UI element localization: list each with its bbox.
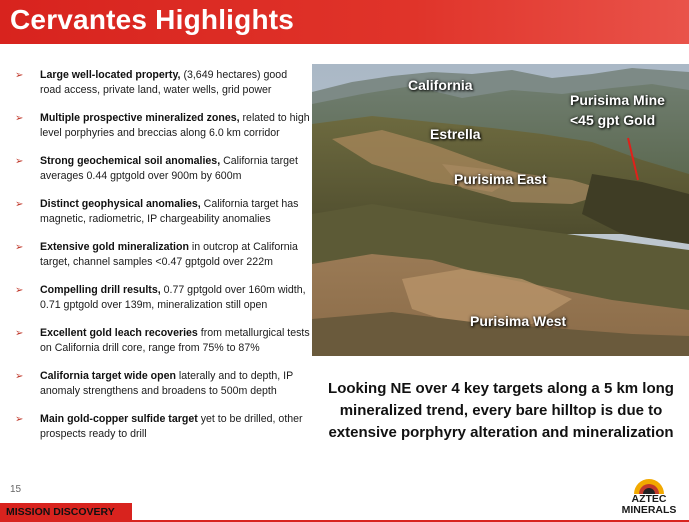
label-purisima-east: Purisima East (454, 171, 547, 187)
label-california: California (408, 77, 473, 93)
bullet-item (10, 369, 310, 399)
title-bar (0, 0, 689, 44)
label-estrella: Estrella (430, 126, 481, 142)
bullet-bold: Distinct geophysical anomalies, (40, 198, 201, 210)
bullet-bold: Extensive gold mineralization (40, 241, 189, 253)
arrow-bullet-icon: ➢ (15, 199, 24, 210)
bullet-item (10, 240, 310, 270)
page-number: 15 (10, 484, 22, 495)
bullet-text: California target averages 0.44 gptgold over 900m by 600m (40, 155, 298, 182)
aztec-minerals-logo (612, 470, 686, 520)
bullet-bold: California target wide open (40, 370, 176, 382)
landscape-photo (312, 64, 689, 356)
arrow-bullet-icon: ➢ (15, 242, 24, 253)
bullet-bold: Large well-located property, (40, 69, 181, 81)
bullet-text: in outcrop at California target, channel samples <0.47 gptgold over 222m (40, 241, 298, 268)
bullet-bold: Main gold-copper sulfide target (40, 413, 198, 425)
bullet-bold: Multiple prospective mineralized zones, (40, 112, 240, 124)
bullet-text: related to high level porphyries and breccias along 6.0 km corridor (40, 112, 310, 139)
bullet-item (10, 154, 310, 184)
bullet-text: (3,649 hectares) good road access, private land, water wells, grid power (40, 69, 288, 96)
bullet-item (10, 68, 310, 98)
footer-bar (0, 503, 132, 522)
footer-text: MISSION DISCOVERY (6, 506, 115, 518)
arrow-bullet-icon: ➢ (15, 113, 24, 124)
label-purisima-west: Purisima West (470, 313, 567, 329)
bullet-text: California target has magnetic, radiometric, IP chargeability anomalies (40, 198, 299, 225)
bullet-bold: Compelling drill results, (40, 284, 161, 296)
arrow-bullet-icon: ➢ (15, 70, 24, 81)
bullet-text: yet to be drilled, other prospects ready to drill (40, 413, 303, 440)
bullet-item (10, 283, 310, 313)
bullet-item (10, 197, 310, 227)
bullet-bold: Excellent gold leach recoveries (40, 327, 198, 339)
label-purisima-mine: Purisima Mine (570, 92, 665, 108)
bullet-text: laterally and to depth, IP anomaly strengthens and broadens to 500m depth (40, 370, 293, 397)
bullet-text: from metallurgical tests on California drill core, range from 75% to 87% (40, 327, 310, 354)
logo-line-1: AZTEC (631, 493, 667, 505)
arrow-bullet-icon: ➢ (15, 156, 24, 167)
arrow-bullet-icon: ➢ (15, 328, 24, 339)
bullet-list (10, 68, 310, 455)
photo-caption: Looking NE over 4 key targets along a 5 km long mineralized trend, every bare hilltop is due to extensive porphyry alteration and mineralization (328, 380, 674, 441)
label-purisima-mine-grade: <45 gpt Gold (570, 112, 656, 128)
arrow-bullet-icon: ➢ (15, 414, 24, 425)
logo-line-2: MINERALS (621, 504, 677, 516)
bullet-text: 0.77 gptgold over 160m width, 0.71 gptgold over 139m, mineralization still open (40, 284, 306, 311)
bullet-item (10, 326, 310, 356)
slide-title: Cervantes Highlights (10, 4, 295, 35)
bullet-bold: Strong geochemical soil anomalies, (40, 155, 221, 167)
arrow-bullet-icon: ➢ (15, 371, 24, 382)
bullet-item (10, 412, 310, 442)
arrow-bullet-icon: ➢ (15, 285, 24, 296)
bullet-item (10, 111, 310, 141)
logo-text (612, 494, 686, 516)
